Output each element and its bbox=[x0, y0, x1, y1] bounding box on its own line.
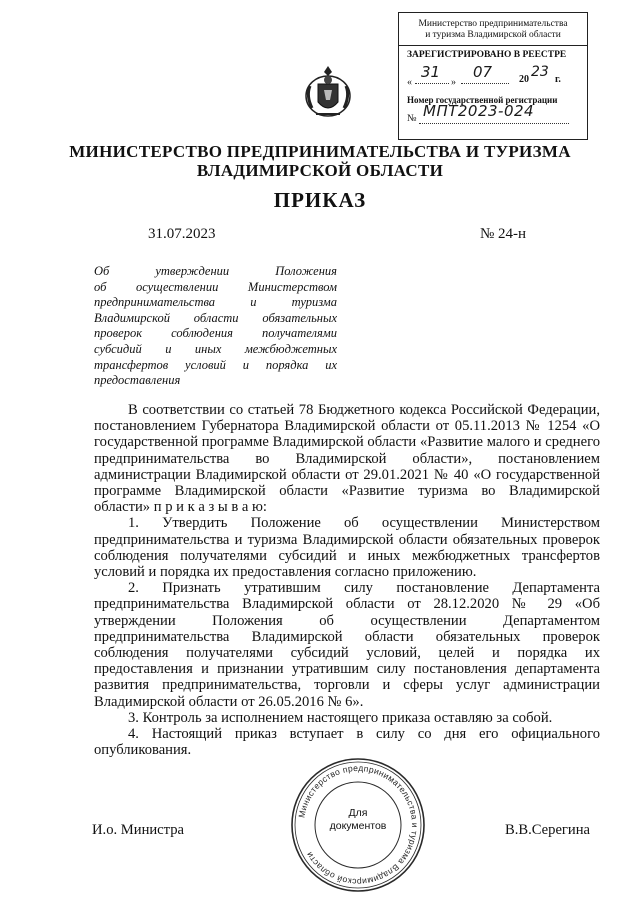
body-item-1: 1. Утвердить Положение об осуществлении Министерством предпринимательства и туризма Владимирской области обязательных проверок соблюдения получателями субсидий и иных межбюджетных трансфертов условий и порядка их предоставления согласно приложению. bbox=[94, 515, 600, 581]
orders-word: п р и к а з ы в а ю: bbox=[153, 499, 267, 516]
subject-line: об осуществлении Министерством bbox=[94, 279, 337, 294]
registration-authority-line: и туризма Владимирской области bbox=[425, 30, 561, 40]
body-intro-text: В соответствии со статьей 78 Бюджетного кодекса Российской Федерации, постановлением Губернатора Владимирской области от 05.11.2013 № 1254 «О государственной программе Владимирской области «Развитие малого и среднего предпринимательства во Владимирской области», постановлением администрации Владимирской области от 29.01.2021 № 40 «О государственной программе Владимирской области «Развитие туризма во Владимирской области» bbox=[94, 402, 600, 516]
subject-line: Об утверждении Положения bbox=[94, 264, 337, 278]
subject-line: предоставления bbox=[94, 373, 181, 388]
registration-date-row: « 31 » 07 20 23 г. bbox=[407, 63, 561, 88]
registration-year-unit: г. bbox=[555, 74, 561, 85]
ministry-title bbox=[0, 142, 640, 180]
registration-year-prefix: 20 bbox=[519, 74, 529, 85]
registered-label: ЗАРЕГИСТРИРОВАНО В РЕЕСТРЕ bbox=[407, 50, 567, 60]
document-body bbox=[94, 402, 600, 758]
registration-month: 07 bbox=[473, 63, 493, 81]
registration-stamp-box bbox=[398, 12, 588, 140]
subject-line: субсидий и иных межбюджетных bbox=[94, 341, 337, 356]
reg-number-row bbox=[407, 102, 579, 126]
signatory-name: В.В.Серегина bbox=[505, 822, 591, 838]
ministry-title-line: МИНИСТЕРСТВО ПРЕДПРИНИМАТЕЛЬСТВА И ТУРИЗМА bbox=[69, 142, 571, 161]
reg-number-sign: № bbox=[407, 113, 417, 124]
registration-day: 31 bbox=[421, 63, 441, 81]
subject-line: предпринимательства и туризма bbox=[94, 295, 337, 310]
registration-authority bbox=[407, 19, 579, 41]
body-item-4: 4. Настоящий приказ вступает в силу со дня его официального опубликования. bbox=[94, 726, 600, 759]
subject-line: проверок соблюдения получателями bbox=[94, 326, 337, 341]
seal-center-line: документов bbox=[329, 820, 387, 832]
reg-number-label: Номер государственной регистрации bbox=[407, 95, 558, 105]
seal-center-line: Для bbox=[348, 807, 368, 819]
ministry-title-line: ВЛАДИМИРСКОЙ ОБЛАСТИ bbox=[196, 161, 444, 180]
signatory-position: И.о. Министра bbox=[92, 822, 184, 838]
body-intro-paragraph bbox=[94, 402, 600, 515]
registration-authority-line: Министерство предпринимательства bbox=[418, 19, 568, 29]
seal-ring-text: Министерство предпринимательства и туризма Владимирской области bbox=[296, 762, 421, 888]
subject-line: трансфертов условий и порядка их bbox=[94, 357, 337, 372]
document-subject bbox=[94, 264, 337, 389]
reg-number-value: МПТ2023-024 bbox=[423, 102, 535, 120]
document-number: № 24-н bbox=[480, 226, 527, 242]
body-item-3: 3. Контроль за исполнением настоящего приказа оставляю за собой. bbox=[128, 709, 553, 726]
document-type: ПРИКАЗ bbox=[273, 188, 367, 212]
subject-line: Владимирской области обязательных bbox=[94, 310, 337, 325]
seal-center-text bbox=[316, 807, 400, 833]
document-date: 31.07.2023 bbox=[148, 226, 216, 242]
registration-year-suffix: 23 bbox=[531, 64, 549, 80]
body-item-2: 2. Признать утратившим силу постановление Департамента предпринимательства Владимирской области от 28.12.2020 № 29 «Об утверждении Положения об осуществлении Департаментом предпринимательства Владимирской области обязательных проверок соблюдения получателями субсидий условий, целей и порядка их предоставления и признании утратившим силу постановления департамента развития предпринимательства, торговли и сферы услуг администрации Владимирской области от 26.05.2016 № 6». bbox=[94, 580, 600, 710]
coat-of-arms-emblem bbox=[302, 62, 354, 122]
